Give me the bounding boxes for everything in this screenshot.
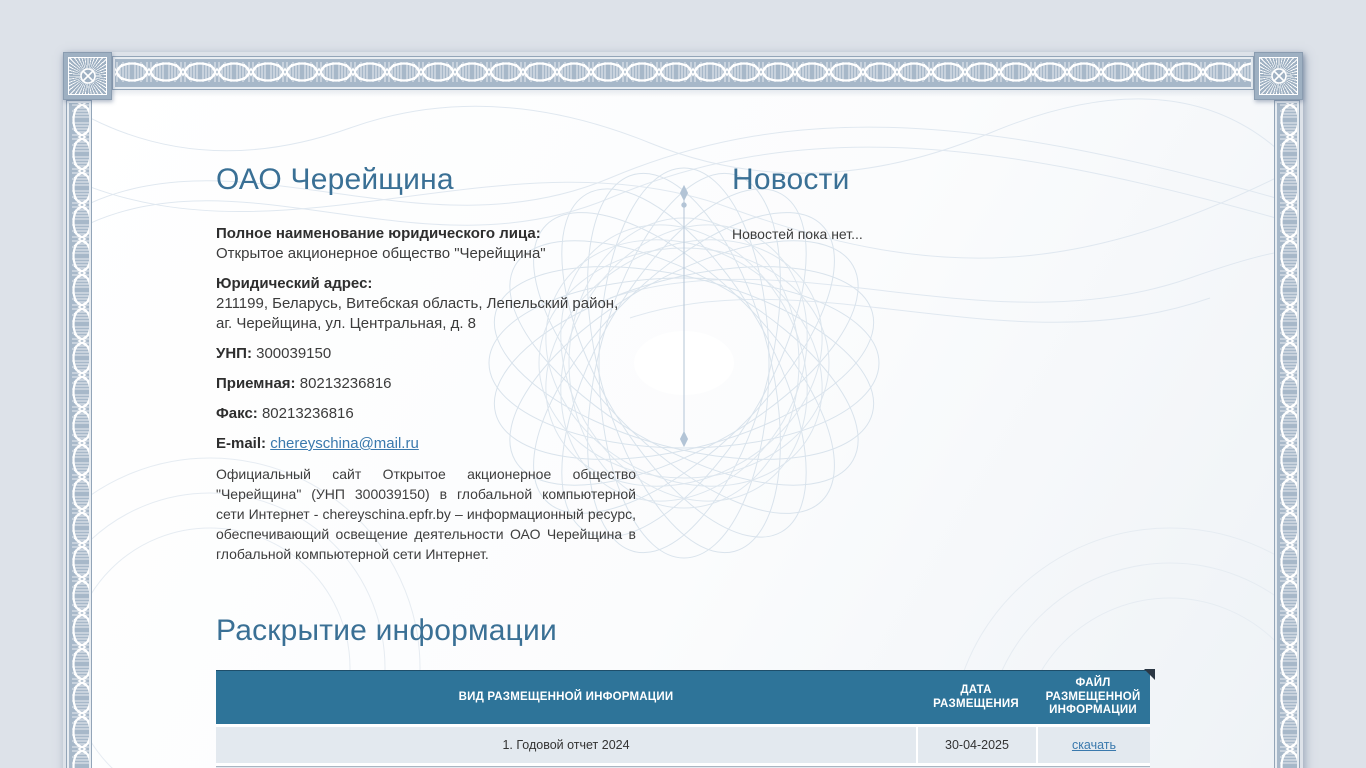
address-value: 211199, Беларусь, Витебская область, Лепельский район, аг. Черейщина, ул. Центральная, д. 8 (216, 295, 619, 332)
page-title: ОАО Черейщина (216, 163, 454, 196)
corner-rosette-icon (1254, 52, 1303, 100)
row-date: 30-04-2025 (916, 727, 1036, 763)
circle-x-icon (1270, 67, 1288, 85)
header-date: ДАТА РАЗМЕЩЕНИЯ (933, 684, 1019, 710)
row-file-cell (1036, 727, 1150, 763)
circle-x-icon (79, 67, 97, 85)
table-header-row (216, 670, 1150, 724)
table-row (216, 724, 1150, 763)
full-name-label: Полное наименование юридического лица: (216, 225, 541, 242)
reception-label: Приемная: (216, 375, 296, 392)
reception-value: 80213236816 (299, 375, 392, 392)
fax-field (216, 404, 636, 424)
address-label: Юридический адрес: (216, 275, 373, 292)
news-section (732, 160, 1152, 564)
news-empty-text: Новостей пока нет... (732, 226, 863, 242)
border-band-right (1274, 100, 1300, 768)
content-paper (90, 88, 1276, 768)
company-info-section (216, 160, 636, 564)
full-name-field (216, 224, 636, 264)
border-band-top (112, 56, 1254, 90)
email-link[interactable]: chereyschina@mail.ru (270, 435, 419, 452)
certificate-frame (63, 52, 1303, 768)
header-file: ФАЙЛ РАЗМЕЩЕННОЙ ИНФОРМАЦИИ (1045, 677, 1141, 717)
next-row-partial (216, 763, 1150, 768)
row-info-type: 1. Годовой отчет 2024 (502, 738, 630, 752)
about-paragraph: Официальный сайт Открытое акционерное общество "Черейщина" (УНП 300039150) в глобальной компьютерной сети Интернет - chereyschina.epfr.by – информационный ресурс, обеспечивающий освещение деятельности ОАО Черейщина в глобальной компьютерной сети Интернет. (216, 466, 636, 562)
corner-rosette-icon (63, 52, 112, 100)
fax-value: 80213236816 (261, 405, 354, 422)
border-band-left (66, 100, 92, 768)
disclosure-title: Раскрытие информации (216, 614, 557, 647)
reception-field (216, 374, 636, 394)
fax-label: Факс: (216, 405, 258, 422)
download-link[interactable]: скачать (1071, 738, 1117, 752)
full-name-value: Открытое акционерное общество "Черейщина" (216, 245, 546, 262)
unp-value: 300039150 (256, 345, 332, 362)
unp-label: УНП: (216, 345, 252, 362)
unp-field (216, 344, 636, 364)
email-label: E-mail: (216, 435, 267, 452)
news-title: Новости (732, 163, 850, 196)
table-body (216, 724, 1150, 763)
disclosure-table (216, 670, 1150, 768)
header-info-type: ВИД РАЗМЕЩЕННОЙ ИНФОРМАЦИИ (458, 690, 674, 703)
address-field (216, 274, 636, 334)
email-field (216, 434, 636, 454)
